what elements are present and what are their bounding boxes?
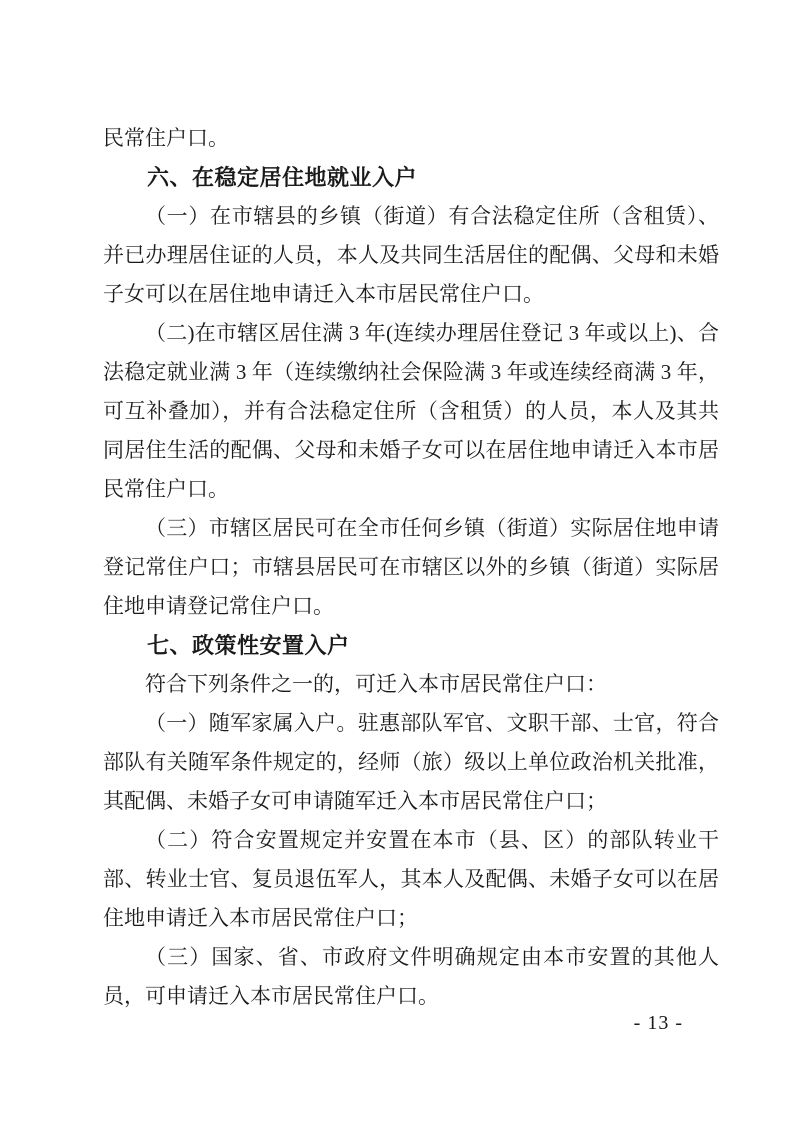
section-heading-6: 六、在稳定居住地就业入户: [147, 165, 418, 190]
document-body: [103, 119, 719, 1016]
paragraph-6-1: （一）在市辖县的乡镇（街道）有合法稳定住所（含租赁）、并已办理居住证的人员，本人及共同生活居住的配偶、父母和未婚子女可以在居住地申请迁入本市居民常住户口。: [103, 204, 719, 306]
page-number: - 13 -: [633, 1012, 683, 1034]
section-heading-7: 七、政策性安置入户: [147, 633, 350, 658]
paragraph-7-3: （三）国家、省、市政府文件明确规定由本市安置的其他人员，可申请迁入本市居民常住户口。: [103, 945, 719, 1008]
paragraph-6-2: （二)在市辖区居住满 3 年(连续办理居住登记 3 年或以上)、合法稳定就业满 3 年（连续缴纳社会保险满 3 年或连续经商满 3 年，可互补叠加），并有合法稳定住所（含租赁）的人员，本人及其共同居住生活的配偶、父母和未婚子女可以在居住地申请迁入本市居民常住户口。: [103, 321, 719, 501]
paragraph-continuation: 民常住户口。: [103, 126, 229, 150]
paragraph-7-intro: 符合下列条件之一的，可迁入本市居民常住户口：: [145, 672, 607, 696]
paragraph-7-1: （一）随军家属入户。驻惠部队军官、文职干部、士官，符合部队有关随军条件规定的，经师（旅）级以上单位政治机关批准，其配偶、未婚子女可申请随军迁入本市居民常住户口；: [103, 711, 719, 813]
paragraph-6-3: （三）市辖区居民可在全市任何乡镇（街道）实际居住地申请登记常住户口；市辖县居民可在市辖区以外的乡镇（街道）实际居住地申请登记常住户口。: [103, 516, 719, 618]
paragraph-7-2: （二）符合安置规定并安置在本市（县、区）的部队转业干部、转业士官、复员退伍军人，其本人及配偶、未婚子女可以在居住地申请迁入本市居民常住户口；: [103, 828, 719, 930]
